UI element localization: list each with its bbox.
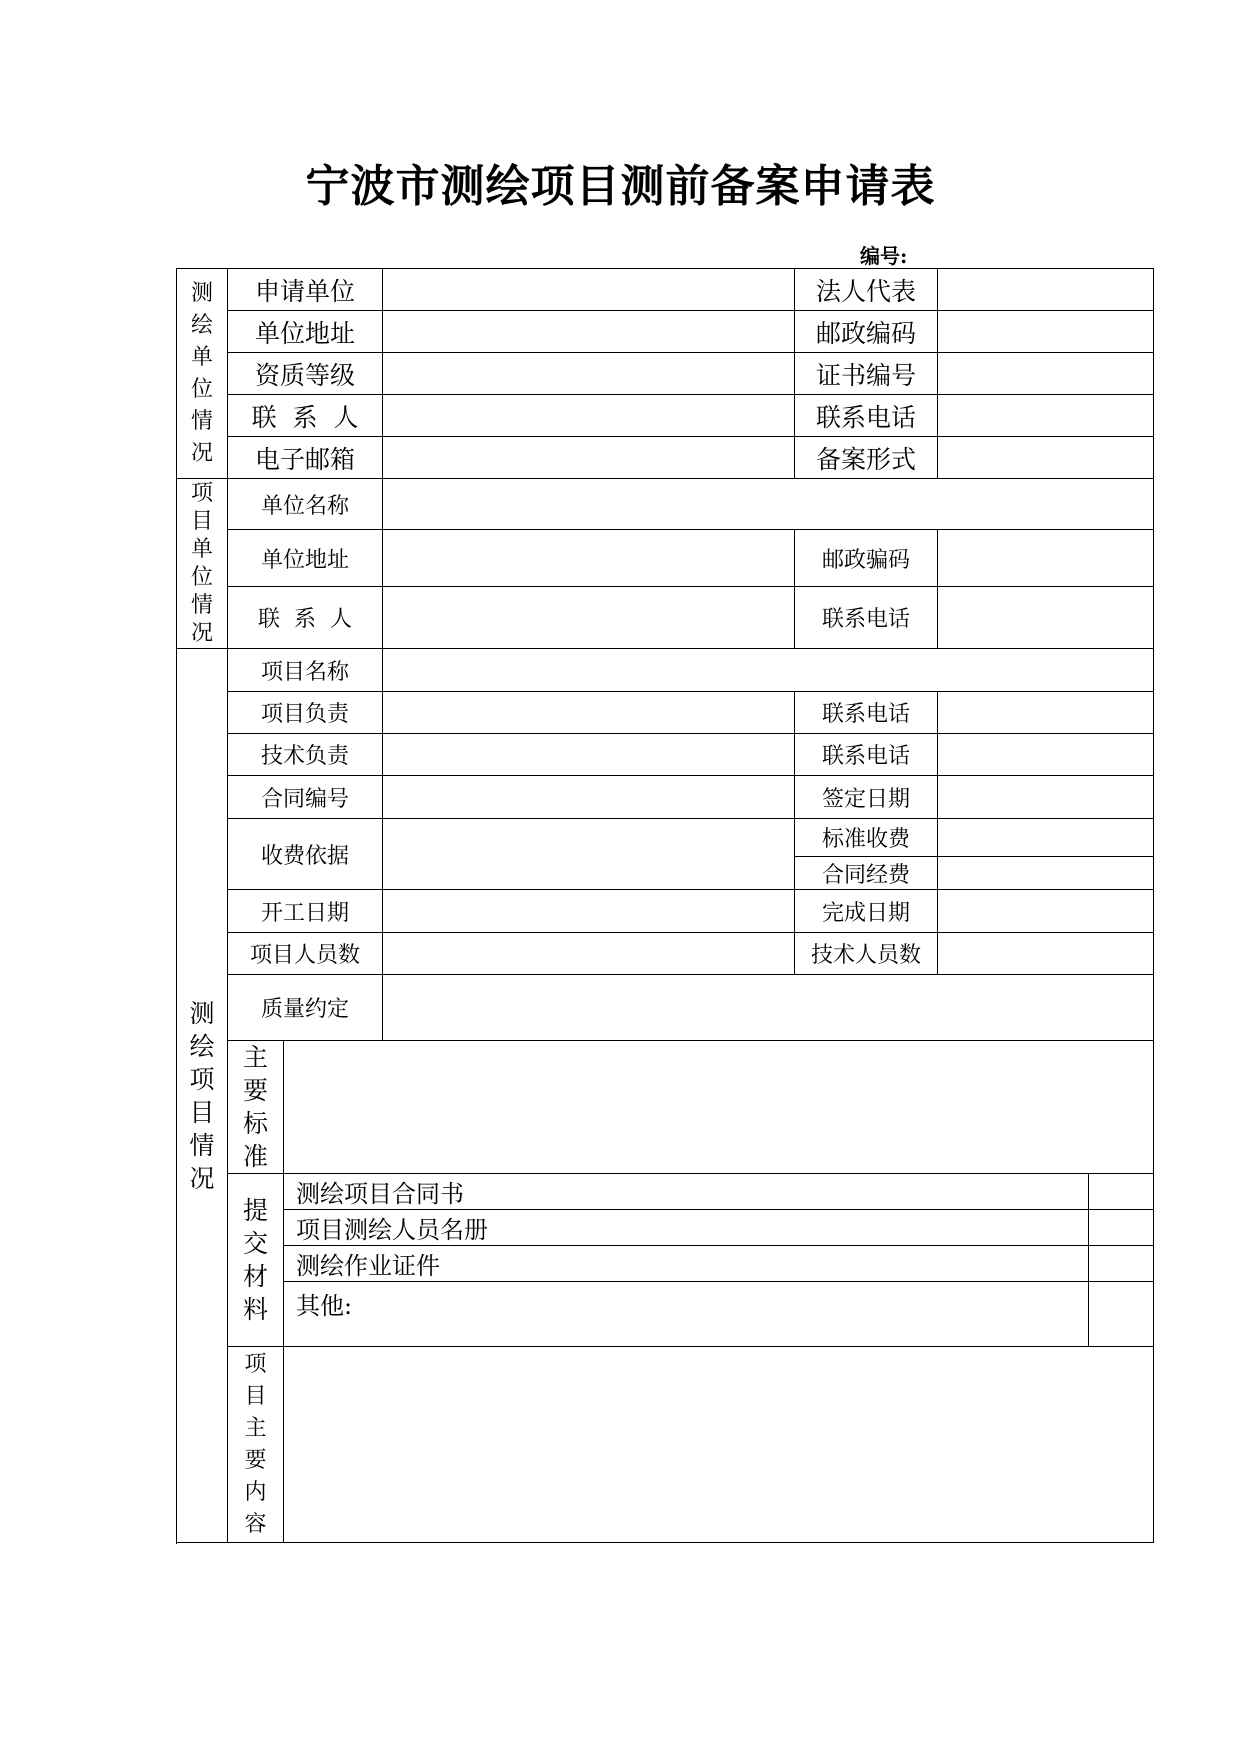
field-staff-count[interactable] <box>383 933 795 975</box>
field-finish-date[interactable] <box>938 890 1154 933</box>
field-project-leader[interactable] <box>383 692 795 734</box>
field-standard-fee[interactable] <box>938 819 1154 857</box>
field-fee-basis[interactable] <box>383 819 795 890</box>
s1-row-email <box>177 437 1154 479</box>
label-project-unit-contact: 联 系 人 <box>228 587 383 649</box>
checkbox-material-other[interactable] <box>1089 1282 1154 1347</box>
field-qualification[interactable] <box>383 353 795 395</box>
field-unit-address[interactable] <box>383 311 795 353</box>
s3-row-leader <box>177 692 1154 734</box>
field-legal-rep[interactable] <box>938 269 1154 311</box>
label-project-unit-address: 单位地址 <box>228 530 383 587</box>
label-tech-phone: 联系电话 <box>795 734 938 776</box>
label-leader-phone: 联系电话 <box>795 692 938 734</box>
s3-row-standards <box>177 1041 1154 1174</box>
label-legal-rep: 法人代表 <box>795 269 938 311</box>
material-staff-roster: 项目测绘人员名册 <box>284 1210 1089 1246</box>
field-filing-form[interactable] <box>938 437 1154 479</box>
label-main-standards: 主 要 标 准 <box>228 1041 284 1174</box>
label-filing-form: 备案形式 <box>795 437 938 479</box>
s3-row-tech <box>177 734 1154 776</box>
checkbox-material-contract[interactable] <box>1089 1174 1154 1210</box>
field-leader-phone[interactable] <box>938 692 1154 734</box>
field-quality-agreement[interactable] <box>383 975 1154 1041</box>
label-start-date: 开工日期 <box>228 890 383 933</box>
field-project-name[interactable] <box>383 649 1154 692</box>
s3-row-staff <box>177 933 1154 975</box>
s3-row-material-other <box>177 1282 1154 1347</box>
label-unit-address: 单位地址 <box>228 311 383 353</box>
s2-row-name <box>177 479 1154 530</box>
label-project-unit-name: 单位名称 <box>228 479 383 530</box>
field-project-main-content[interactable] <box>284 1347 1154 1543</box>
field-tech-count[interactable] <box>938 933 1154 975</box>
s2-row-address <box>177 530 1154 587</box>
label-quality-agreement: 质量约定 <box>228 975 383 1041</box>
label-postcode: 邮政编码 <box>795 311 938 353</box>
label-contract-fee: 合同经费 <box>795 857 938 890</box>
label-email: 电子邮箱 <box>228 437 383 479</box>
material-other: 其他: <box>284 1282 1089 1347</box>
label-qualification: 资质等级 <box>228 353 383 395</box>
label-finish-date: 完成日期 <box>795 890 938 933</box>
label-certificate-no: 证书编号 <box>795 353 938 395</box>
section3-label: 测 绘 项 目 情 况 <box>177 649 228 1543</box>
material-contract: 测绘项目合同书 <box>284 1174 1089 1210</box>
label-standard-fee: 标准收费 <box>795 819 938 857</box>
page-title: 宁波市测绘项目测前备案申请表 <box>305 161 936 212</box>
label-project-unit-postcode: 邮政骗码 <box>795 530 938 587</box>
field-start-date[interactable] <box>383 890 795 933</box>
checkbox-material-work-certificate[interactable] <box>1089 1246 1154 1282</box>
field-contract-no[interactable] <box>383 776 795 819</box>
s3-row-quality <box>177 975 1154 1041</box>
field-tech-leader[interactable] <box>383 734 795 776</box>
label-fee-basis: 收费依据 <box>228 819 383 890</box>
label-project-name: 项目名称 <box>228 649 383 692</box>
label-submitted-materials: 提 交 材 料 <box>228 1174 284 1347</box>
s1-row-contact <box>177 395 1154 437</box>
field-contact-person[interactable] <box>383 395 795 437</box>
field-project-unit-contact[interactable] <box>383 587 795 649</box>
s3-row-material-3 <box>177 1246 1154 1282</box>
s3-row-project-name <box>177 649 1154 692</box>
field-tech-phone[interactable] <box>938 734 1154 776</box>
application-form-table <box>176 268 1154 1543</box>
field-main-standards[interactable] <box>284 1041 1154 1174</box>
label-staff-count: 项目人员数 <box>228 933 383 975</box>
s3-row-contract <box>177 776 1154 819</box>
s3-row-material-1 <box>177 1174 1154 1210</box>
s3-row-content <box>177 1347 1154 1543</box>
section1-label: 测 绘 单 位 情 况 <box>177 269 228 479</box>
checkbox-material-staff-roster[interactable] <box>1089 1210 1154 1246</box>
label-project-leader: 项目负责 <box>228 692 383 734</box>
field-project-unit-address[interactable] <box>383 530 795 587</box>
section2-label: 项 目 单 位 情 况 <box>177 479 228 649</box>
label-contract-no: 合同编号 <box>228 776 383 819</box>
field-contract-fee[interactable] <box>938 857 1154 890</box>
label-tech-leader: 技术负责 <box>228 734 383 776</box>
label-tech-count: 技术人员数 <box>795 933 938 975</box>
field-applicant-unit[interactable] <box>383 269 795 311</box>
label-project-unit-phone: 联系电话 <box>795 587 938 649</box>
field-contact-phone[interactable] <box>938 395 1154 437</box>
s1-row-address <box>177 311 1154 353</box>
field-email[interactable] <box>383 437 795 479</box>
s3-row-dates <box>177 890 1154 933</box>
label-project-main-content: 项 目 主 要 内 容 <box>228 1347 284 1543</box>
label-applicant-unit: 申请单位 <box>228 269 383 311</box>
s1-row-applicant <box>177 269 1154 311</box>
field-project-unit-name[interactable] <box>383 479 1154 530</box>
s2-row-contact <box>177 587 1154 649</box>
s1-row-qualification <box>177 353 1154 395</box>
field-project-unit-phone[interactable] <box>938 587 1154 649</box>
material-work-certificate: 测绘作业证件 <box>284 1246 1089 1282</box>
field-project-unit-postcode[interactable] <box>938 530 1154 587</box>
label-contact-phone: 联系电话 <box>795 395 938 437</box>
label-contact-person: 联 系 人 <box>228 395 383 437</box>
label-sign-date: 签定日期 <box>795 776 938 819</box>
field-postcode[interactable] <box>938 311 1154 353</box>
serial-number-label: 编号: <box>860 244 908 268</box>
field-certificate-no[interactable] <box>938 353 1154 395</box>
field-sign-date[interactable] <box>938 776 1154 819</box>
s3-row-fee-standard <box>177 819 1154 857</box>
s3-row-material-2 <box>177 1210 1154 1246</box>
